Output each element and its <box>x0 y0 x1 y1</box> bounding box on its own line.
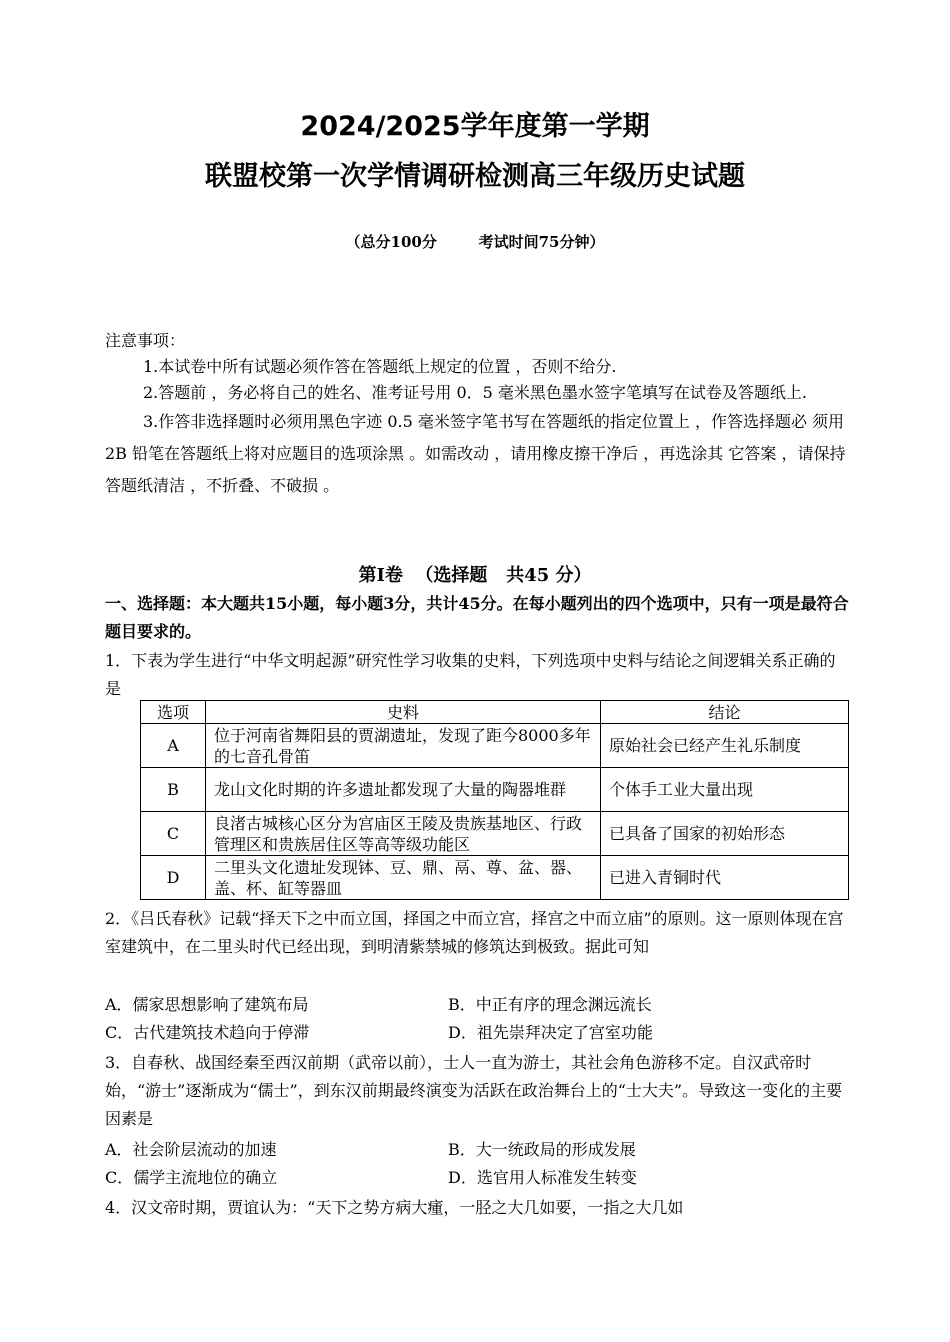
table-header-option: 选项 <box>141 701 206 724</box>
question-1 <box>105 647 850 703</box>
table-header-row <box>141 701 849 724</box>
question-1-stem: 1．下表为学生进行“中华文明起源”研究性学习收集的史料，下列选项中史料与结论之间逻辑关系正确的是 <box>105 651 836 698</box>
question-3-option-d: D．选官用人标准发生转变 <box>448 1168 637 1187</box>
section-title: 第Ⅰ卷 （选择题 共45 分） <box>358 565 592 586</box>
table-row <box>141 856 849 900</box>
notice-heading: 注意事项： <box>105 331 186 350</box>
table-row <box>141 812 849 856</box>
table-cell-conclusion: 个体手工业大量出现 <box>601 768 849 812</box>
question-2-stem: 2．《吕氏春秋》记载“择天下之中而立国，择国之中而立宫，择宫之中而立庙”的原则。这一原则体现在宫室建筑中，在二里头时代已经出现，到明清紫禁城的修筑达到极致。据此可知 <box>105 909 844 956</box>
table-cell-conclusion: 已进入青铜时代 <box>601 856 849 900</box>
question-2-option-d: D．祖先崇拜决定了宫室功能 <box>448 1023 653 1042</box>
table-cell-material: 良渚古城核心区分为宫庙区王陵及贵族基地区、行政管理区和贵族居住区等高等级功能区 <box>206 812 601 856</box>
table-cell-option: B <box>141 768 206 812</box>
table-cell-option: D <box>141 856 206 900</box>
question-3-option-b: B．大一统政局的形成发展 <box>448 1140 636 1159</box>
table-cell-material: 位于河南省舞阳县的贾湖遗址，发现了距今8000多年的七音孔骨笛 <box>206 724 601 768</box>
question-3-stem: 3．自春秋、战国经秦至西汉前期（武帝以前），士人一直为游士，其社会角色游移不定。自汉武帝时始，“游士”逐渐成为“儒士”，到东汉前期最终演变为活跃在政治舞台上的“士大夫”。导致这一变化的主要因素是 <box>105 1053 843 1128</box>
table-row <box>141 724 849 768</box>
notice-item-3: 3.作答非选择题时必须用黑色字迹 0.5 毫米签字笔书写在答题纸的指定位置上 ，作答选择题必 须用 2B 铅笔在答题纸上将对应题目的选项涂黑 。如需改动 ，请用橡皮擦干净后 ，再选涂其 它答案 ，请保持答题纸清洁 ，不折叠、不破损 。 <box>105 412 846 495</box>
question-2-options <box>105 991 850 1047</box>
question-2-option-a: A．儒家思想影响了建筑布局 <box>105 995 309 1014</box>
question-3-option-a: A．社会阶层流动的加速 <box>105 1140 277 1159</box>
question-4 <box>105 1194 850 1222</box>
table-header-material: 史料 <box>206 701 601 724</box>
table-cell-option: C <box>141 812 206 856</box>
table-cell-material: 二里头文化遗址发现钵、豆、鼎、鬲、尊、盆、器、盖、杯、缸等器皿 <box>206 856 601 900</box>
table-row <box>141 768 849 812</box>
table-header-conclusion: 结论 <box>601 701 849 724</box>
exam-score-time: （总分100分 考试时间75分钟） <box>345 233 605 251</box>
table-cell-conclusion: 已具备了国家的初始形态 <box>601 812 849 856</box>
notice-block <box>105 328 850 502</box>
table-cell-option: A <box>141 724 206 768</box>
question-1-table <box>140 700 849 900</box>
table-cell-material: 龙山文化时期的许多遗址都发现了大量的陶器堆群 <box>206 768 601 812</box>
question-4-stem: 4．汉文帝时期，贾谊认为：“天下之势方病大瘇，一胫之大几如要，一指之大几如 <box>105 1198 684 1217</box>
notice-item-2: 2.答题前 ，务必将自己的姓名、准考证号用 0．5 毫米黑色墨水签字笔填写在试卷及答题纸上. <box>143 383 807 402</box>
table-cell-conclusion: 原始社会已经产生礼乐制度 <box>601 724 849 768</box>
question-3 <box>105 1049 850 1133</box>
exam-title-line2: 联盟校第一次学情调研检测高三年级历史试题 <box>205 161 745 192</box>
question-3-option-c: C．儒学主流地位的确立 <box>105 1168 278 1187</box>
section-instructions: 一、选择题：本大题共15小题，每小题3分，共计45分。在每小题列出的四个选项中，只有一项是最符合题目要求的。 <box>105 594 849 641</box>
question-2 <box>105 905 850 961</box>
exam-title-line1: 2024/2025学年度第一学期 <box>300 111 650 142</box>
question-2-option-b: B．中正有序的理念渊远流长 <box>448 995 652 1014</box>
question-2-option-c: C．古代建筑技术趋向于停滞 <box>105 1023 310 1042</box>
question-3-options <box>105 1136 850 1192</box>
notice-item-1: 1.本试卷中所有试题必须作答在答题纸上规定的位置 ，否则不给分. <box>143 357 617 376</box>
